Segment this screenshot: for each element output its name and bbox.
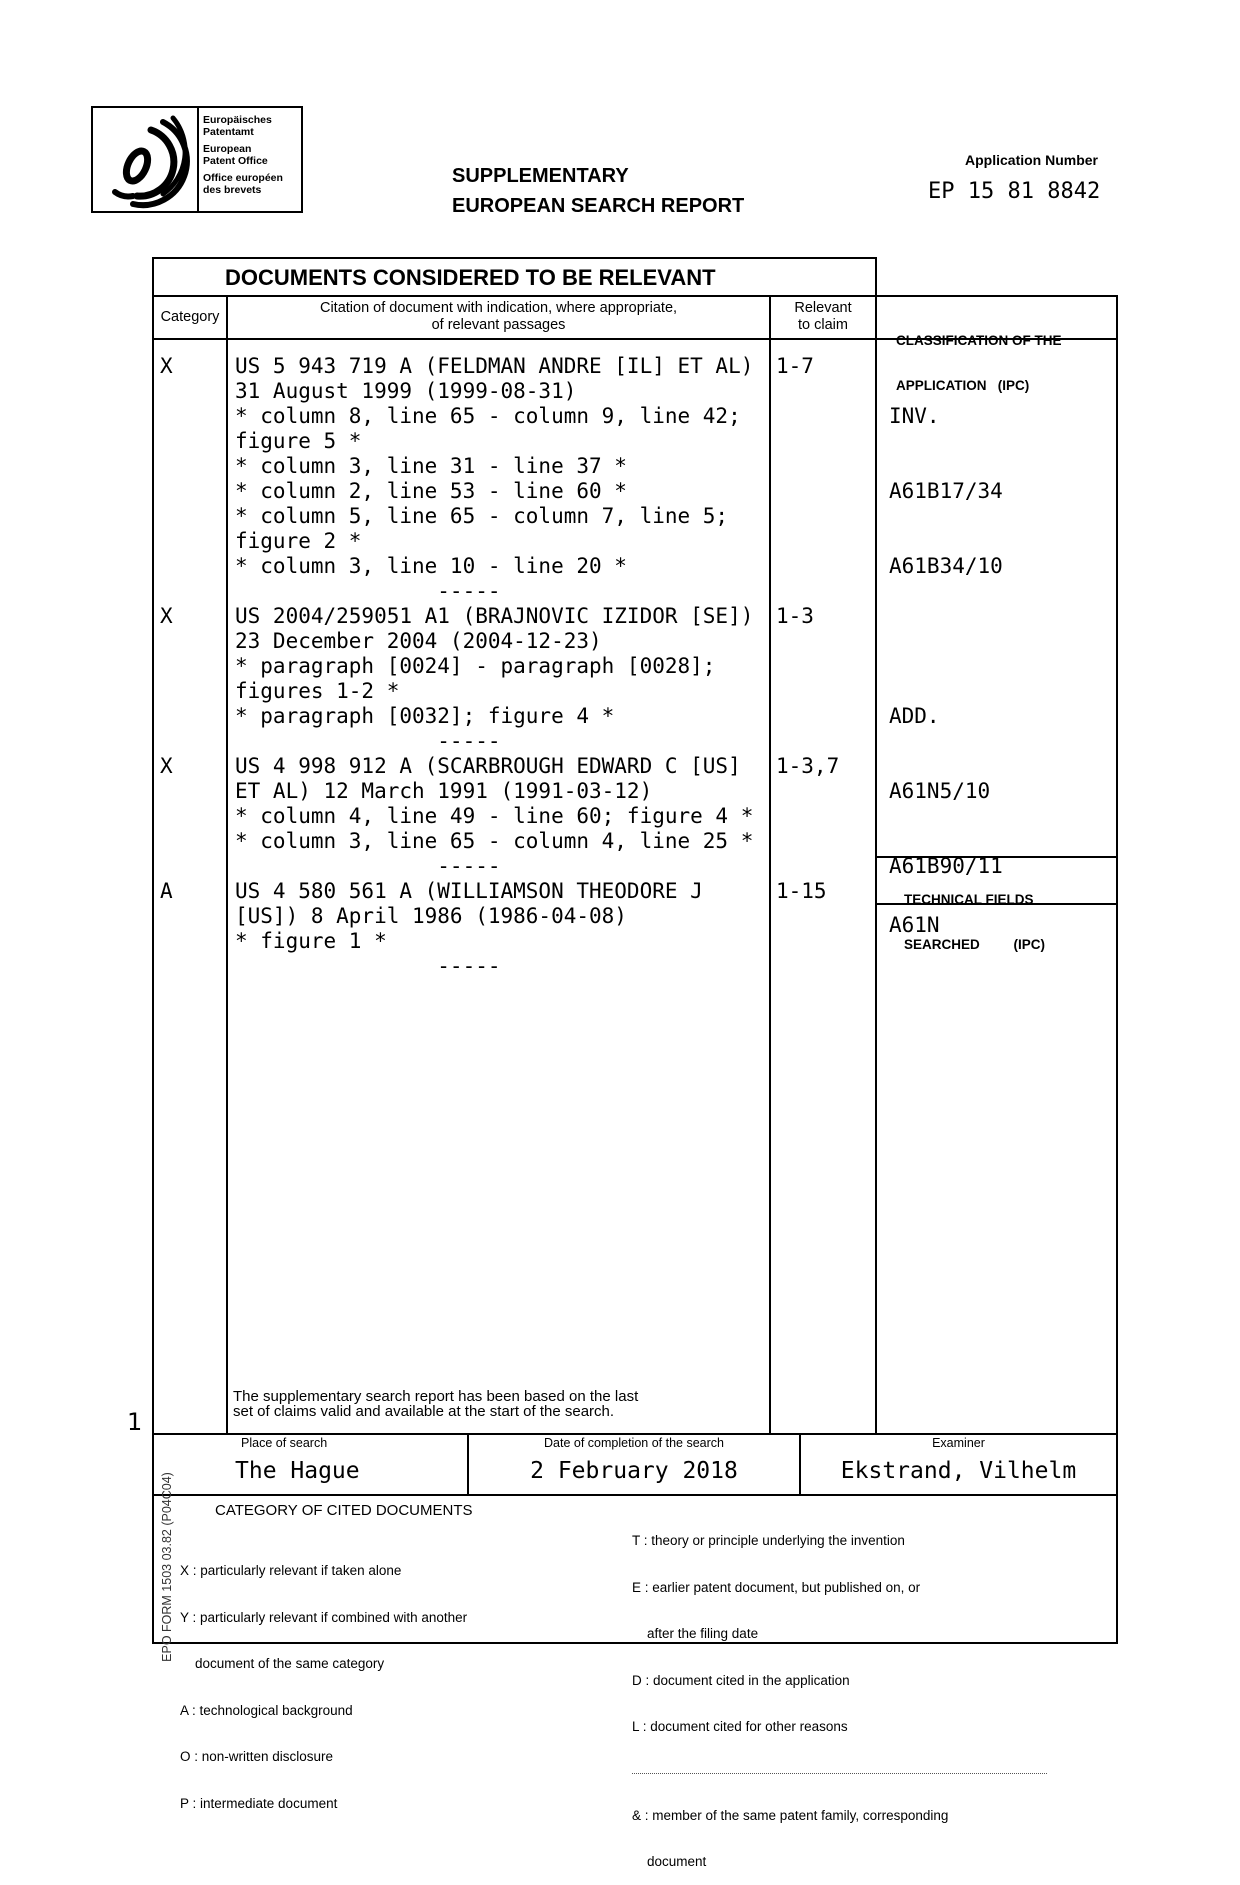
row-citation [235,754,753,879]
row-category: X [160,754,173,779]
report-title-line: SUPPLEMENTARY [452,161,744,191]
row-category: X [160,354,173,379]
citation-line: * column 5, line 65 - column 7, line 5; [235,504,753,529]
citation-line: figure 5 * [235,429,753,454]
citation-line: 31 August 1999 (1999-08-31) [235,379,753,404]
row-category: A [160,879,173,904]
logo-line: Patentamt [203,126,303,138]
completion-date-label: Date of completion of the search [469,1436,799,1450]
category-legend-item: L : document cited for other reasons [632,1719,1047,1735]
citation-line: ----- [235,854,753,879]
logo-line: des brevets [203,184,303,196]
report-title-line: EUROPEAN SEARCH REPORT [452,191,744,221]
citation-line: figure 2 * [235,529,753,554]
form-identifier: EPO FORM 1503 03.82 (P04C04) [160,1472,174,1662]
citation-column-divider [769,295,771,1434]
citation-line: US 4 998 912 A (SCARBROUGH EDWARD C [US] [235,754,753,779]
citation-line: 23 December 2004 (2004-12-23) [235,629,753,654]
col-header-category: Category [154,309,226,326]
logo-line: Office européen [203,172,303,184]
category-legend-right [632,1502,1047,1885]
col-header-classification-line: CLASSIFICATION OF THE [896,333,1062,348]
citation-line: ET AL) 12 March 1991 (1991-03-12) [235,779,753,804]
row-category: X [160,604,173,629]
row-relevant-claims: 1-15 [776,879,827,904]
col-header-classification-line: APPLICATION (IPC) [896,378,1062,393]
category-legend-item: A : technological background [180,1703,467,1719]
category-legend-item: O : non-written disclosure [180,1749,467,1765]
category-legend-left [180,1532,467,1827]
relevant-column-divider [875,295,877,1434]
body-bottom-border [152,1433,1118,1435]
legend-dotted-separator [632,1773,1047,1774]
logo-line: Patent Office [203,155,303,167]
application-number-label: Application Number [965,152,1098,168]
col-header-citation-line: of relevant passages [228,317,769,334]
category-legend-item: D : document cited in the application [632,1673,1047,1689]
citation-line: figures 1-2 * [235,679,753,704]
row-relevant-claims: 1-3 [776,604,814,629]
category-legend-item: X : particularly relevant if taken alone [180,1563,467,1579]
epo-emblem-icon [93,108,199,211]
classification-item: A61B90/11 [889,854,1003,879]
row-citation [235,879,703,979]
col-header-citation [228,300,769,334]
place-of-search-label: Place of search [241,1436,327,1450]
logo-line: Europäisches [203,114,303,126]
col-header-relevant [771,300,875,334]
report-basis-note [233,1389,638,1419]
col-header-relevant-line: to claim [771,317,875,334]
category-legend-item: & : member of the same patent family, corresponding [632,1808,1047,1824]
col-header-citation-line: Citation of document with indication, where appropriate, [228,300,769,317]
row-citation [235,354,753,604]
citation-line: * column 2, line 53 - line 60 * [235,479,753,504]
tech-fields-header-line: TECHNICAL FIELDS [904,892,1045,907]
citation-line: * paragraph [0032]; figure 4 * [235,704,753,729]
classification-spacer [889,629,1003,654]
classification-item: INV. [889,404,1003,429]
citation-line: * column 3, line 10 - line 20 * [235,554,753,579]
logo-line: European [203,143,303,155]
classification-item: ADD. [889,704,1003,729]
category-legend-item: E : earlier patent document, but published on, or [632,1580,1047,1596]
footer-bottom-border [152,1494,1118,1496]
row-relevant-claims: 1-3,7 [776,754,839,779]
classification-list [889,354,1003,904]
category-legend-item: T : theory or principle underlying the invention [632,1533,1047,1549]
citation-line: * column 4, line 49 - line 60; figure 4 * [235,804,753,829]
note-line: set of claims valid and available at the start of the search. [233,1404,638,1419]
category-legend-item: P : intermediate document [180,1796,467,1812]
report-title [452,161,744,221]
table-right-border [1116,295,1118,1644]
citation-line: ----- [235,954,703,979]
category-legend-item: document [632,1854,1047,1870]
citation-line: * column 3, line 31 - line 37 * [235,454,753,479]
table-title: DOCUMENTS CONSIDERED TO BE RELEVANT [225,265,716,291]
table-left-border [152,257,154,1644]
application-number: EP 15 81 8842 [928,179,1100,204]
citation-line: ----- [235,729,753,754]
tech-fields-header-line: SEARCHED (IPC) [904,937,1045,952]
citation-line: [US]) 8 April 1986 (1986-04-08) [235,904,703,929]
examiner-value: Ekstrand, Vilhelm [801,1458,1116,1484]
category-legend-item: Y : particularly relevant if combined with another [180,1610,467,1626]
classification-item: A61B17/34 [889,479,1003,504]
citation-line: US 2004/259051 A1 (BRAJNOVIC IZIDOR [SE]) [235,604,753,629]
row-relevant-claims: 1-7 [776,354,814,379]
classification-item: A61B34/10 [889,554,1003,579]
citation-line: US 5 943 719 A (FELDMAN ANDRE [IL] ET AL) [235,354,753,379]
category-legend-item: document of the same category [180,1656,467,1672]
classification-item: A61N5/10 [889,779,1003,804]
header-row-top-border [152,295,1118,297]
category-column-divider [226,295,228,1434]
category-legend-title: CATEGORY OF CITED DOCUMENTS [215,1502,473,1519]
epo-logo [91,106,303,213]
table-top-border [152,257,877,259]
citation-line: US 4 580 561 A (WILLIAMSON THEODORE J [235,879,703,904]
place-of-search-value: The Hague [235,1458,360,1484]
completion-date-value: 2 February 2018 [469,1458,799,1484]
category-legend-item: after the filing date [632,1626,1047,1642]
citation-line: ----- [235,579,753,604]
col-header-relevant-line: Relevant [771,300,875,317]
citation-line: * column 8, line 65 - column 9, line 42; [235,404,753,429]
citation-line: * figure 1 * [235,929,703,954]
row-citation [235,604,753,754]
note-line: The supplementary search report has been based on the last [233,1389,638,1404]
tech-fields-value: A61N [889,913,940,938]
examiner-label: Examiner [801,1436,1116,1450]
citation-line: * column 3, line 65 - column 4, line 25 * [235,829,753,854]
epo-name-text [203,114,303,196]
doc-box-right-border [875,257,877,297]
page-number: 1 [127,1408,142,1436]
citation-line: * paragraph [0024] - paragraph [0028]; [235,654,753,679]
